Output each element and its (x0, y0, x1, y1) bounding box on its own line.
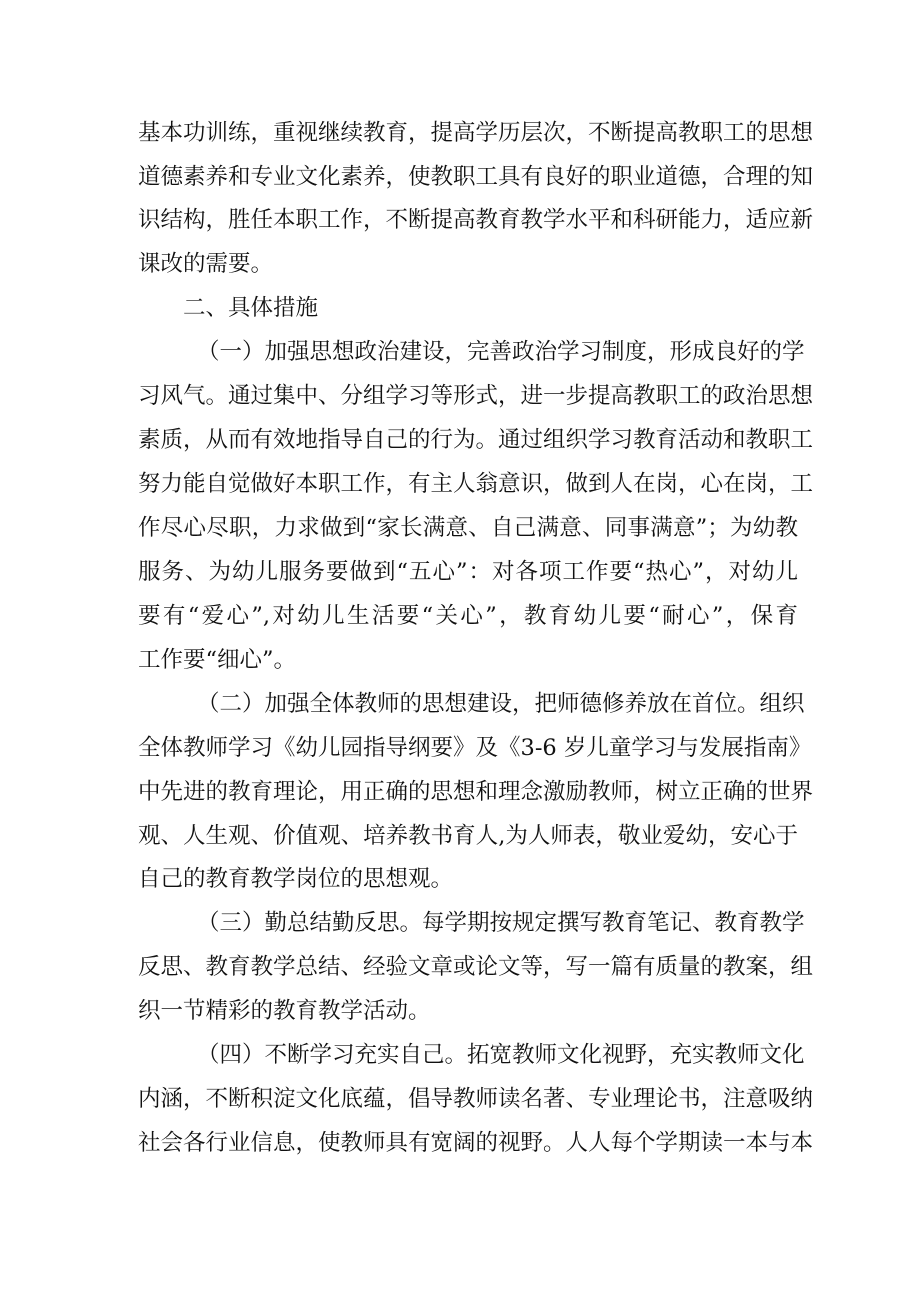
paragraph-line: 中先进的教育理论，用正确的思想和理念激励教师，树立正确的世界 (138, 779, 814, 805)
paragraph-line: 作尽心尽职，力求做到“家长满意、自己满意、同事满意”；为幼教 (138, 515, 798, 541)
paragraph-line: 内涵，不断积淀文化底蕴，倡导教师读名著、专业理论书，注意吸纳 (138, 1086, 814, 1112)
paragraph-line: （二）加强全体教师的思想建设，把师德修养放在首位。组织 (197, 691, 805, 717)
paragraph-line: 社会各行业信息，使教师具有宽阔的视野。人人每个学期读一本与本 (138, 1130, 814, 1156)
section-heading: 二、具体措施 (183, 295, 319, 321)
paragraph-line: 反思、教育教学总结、经验文章或论文等，写一篇有质量的教案，组 (138, 954, 814, 980)
paragraph-line: 织一节精彩的教育教学活动。 (138, 998, 431, 1024)
paragraph-line: 素质，从而有效地指导自己的行为。通过组织学习教育活动和教职工 (138, 427, 814, 453)
paragraph-line: （三）勤总结勤反思。每学期按规定撰写教育笔记、教育教学 (197, 910, 805, 936)
paragraph-line: 要有“爱心”,对幼儿生活要“关心”，教育幼儿要“耐心”，保育 (138, 603, 798, 629)
paragraph-line: 全体教师学习《幼儿园指导纲要》及《3-6 岁儿童学习与发展指南》 (138, 735, 812, 761)
paragraph-line: 基本功训练，重视继续教育，提高学历层次，不断提高教职工的思想 (138, 120, 814, 146)
paragraph-line: 努力能自觉做好本职工作，有主人翁意识，做到人在岗，心在岗，工 (138, 471, 814, 497)
paragraph-line: 服务、为幼儿服务要做到“五心”：对各项工作要“热心”，对幼儿 (138, 559, 798, 585)
paragraph-line: 习风气。通过集中、分组学习等形式，进一步提高教职工的政治思想 (138, 383, 814, 409)
paragraph-line: 道德素养和专业文化素养，使教职工具有良好的职业道德，合理的知 (138, 164, 814, 190)
paragraph-line: （四）不断学习充实自己。拓宽教师文化视野，充实教师文化 (197, 1042, 805, 1068)
paragraph-line: 自己的教育教学岗位的思想观。 (138, 866, 454, 892)
paragraph-line: 识结构，胜任本职工作，不断提高教育教学水平和科研能力，适应新 (138, 207, 814, 233)
paragraph-line: （一）加强思想政治建设，完善政治学习制度，形成良好的学 (197, 339, 805, 365)
paragraph-line: 课改的需要。 (138, 251, 274, 277)
paragraph-line: 工作要“细心”。 (138, 647, 297, 673)
paragraph-line: 观、人生观、价值观、培养教书育人,为人师表，敬业爱幼，安心于 (138, 823, 798, 849)
